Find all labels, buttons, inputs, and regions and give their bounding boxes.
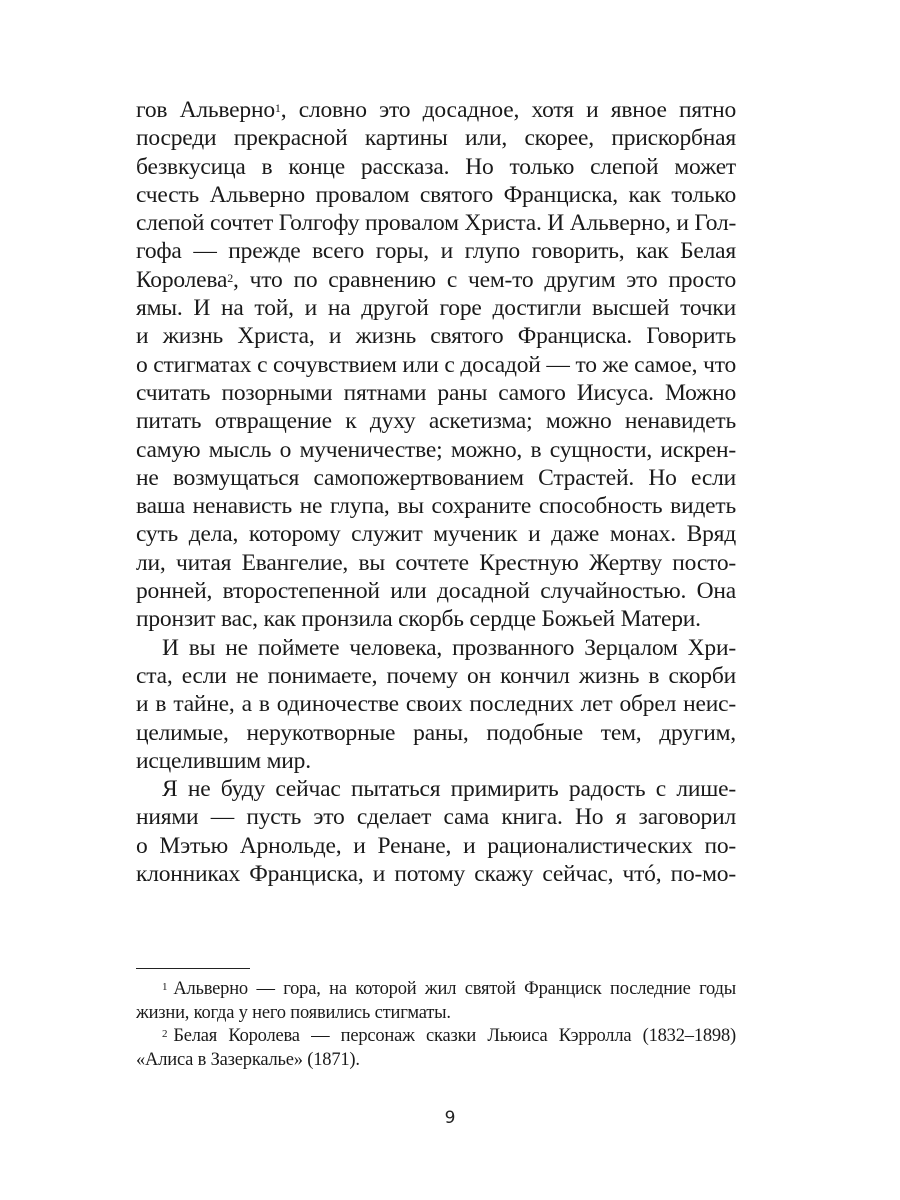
paragraph-1 (136, 96, 736, 634)
footnote-1 (136, 978, 736, 1025)
text-line: гов Альверно$^1$, словно это досадное, хотя и явное пятно (136, 97, 736, 123)
text-line: ваша ненависть не глупа, вы сохраните способность видеть (136, 493, 736, 520)
footnote-divider (136, 968, 250, 969)
footnote-marker: 1 (162, 981, 168, 993)
text-line: Королева$^2$, что по сравнению с чем-то другим это просто (136, 266, 736, 293)
text-line: о стигматах с сочувствием или с досадой — то же самое, что (136, 351, 736, 378)
text-line: ниями — пусть это сделает сама книга. Но я заговорил (136, 804, 736, 831)
footnote-ref-2[interactable]: 2 (227, 270, 234, 285)
text-line: самую мысль о мученичестве; можно, в сущности, искрен- (136, 436, 736, 463)
footnotes (136, 978, 736, 1072)
text-line: гофа — прежде всего горы, и глупо говорить, как Белая (136, 238, 736, 265)
text-line: И вы не поймете человека, прозванного Зерцалом Хри- (162, 634, 736, 661)
footnote-line: $^2$ Белая Королева — персонаж сказки Льюиса Кэрролла (1832–1898) (162, 1026, 736, 1046)
text-line: ли, читая Евангелие, вы сочтете Крестную Жертву посто- (136, 549, 736, 576)
footnote-2 (136, 1025, 736, 1072)
paragraph-2 (136, 634, 736, 775)
text-line: суть дела, которому служит мученик и даже монах. Вряд (136, 521, 736, 548)
text-line: о Мэтью Арнольде, и Ренане, и рационалистических по- (136, 832, 736, 859)
footnote-line: жизни, когда у него появились стигматы. (136, 1002, 451, 1023)
text-line: не возмущаться самопожертвованием Страстей. Но если (136, 464, 736, 491)
text-line: питать отвращение к духу аскетизма; можно ненавидеть (136, 408, 736, 435)
text-line: безвкусица в конце рассказа. Но только слепой может (136, 153, 736, 180)
footnote-ref-1[interactable]: 1 (274, 101, 281, 115)
text-line: слепой сочтет Голгофу провалом Христа. И Альверно, и Гол- (136, 210, 737, 237)
text-line: счесть Альверно провалом святого Франциска, как только (136, 181, 736, 208)
text-line: клонниках Франциска, и потому скажу сейчас, чтó, по-мо- (136, 861, 736, 888)
text-line: исцелившим мир. (136, 747, 311, 774)
main-text (136, 96, 736, 888)
footnote-marker: 2 (162, 1028, 168, 1040)
text-line: и жизнь Христа, и жизнь святого Франциска. Говорить (136, 323, 736, 350)
text-line: ронней, второстепенной или досадной случайностью. Она (136, 578, 736, 605)
text-line: считать позорными пятнами раны самого Иисуса. Можно (136, 379, 736, 406)
text-line: пронзит вас, как пронзила скорбь сердце Божьей Матери. (136, 606, 701, 633)
text-line: Я не буду сейчас пытаться примирить радость с лише- (162, 776, 736, 803)
text-line: целимые, нерукотворные раны, подобные тем, другим, (136, 719, 736, 746)
text-line: ямы. И на той, и на другой горе достигли высшей точки (136, 295, 736, 322)
paragraph-3 (136, 775, 736, 888)
text-line: и в тайне, а в одиночестве своих последних лет обрел неис- (136, 691, 736, 718)
footnote-line: $^1$ Альверно — гора, на которой жил святой Франциск последние годы (162, 979, 736, 999)
page-number: 9 (444, 1108, 456, 1128)
footnote-line: «Алиса в Зазеркалье» (1871). (136, 1049, 360, 1070)
text-line: ста, если не понимаете, почему он кончил жизнь в скорби (136, 662, 736, 689)
text-line: посреди прекрасной картины или, скорее, прискорбная (136, 125, 736, 152)
